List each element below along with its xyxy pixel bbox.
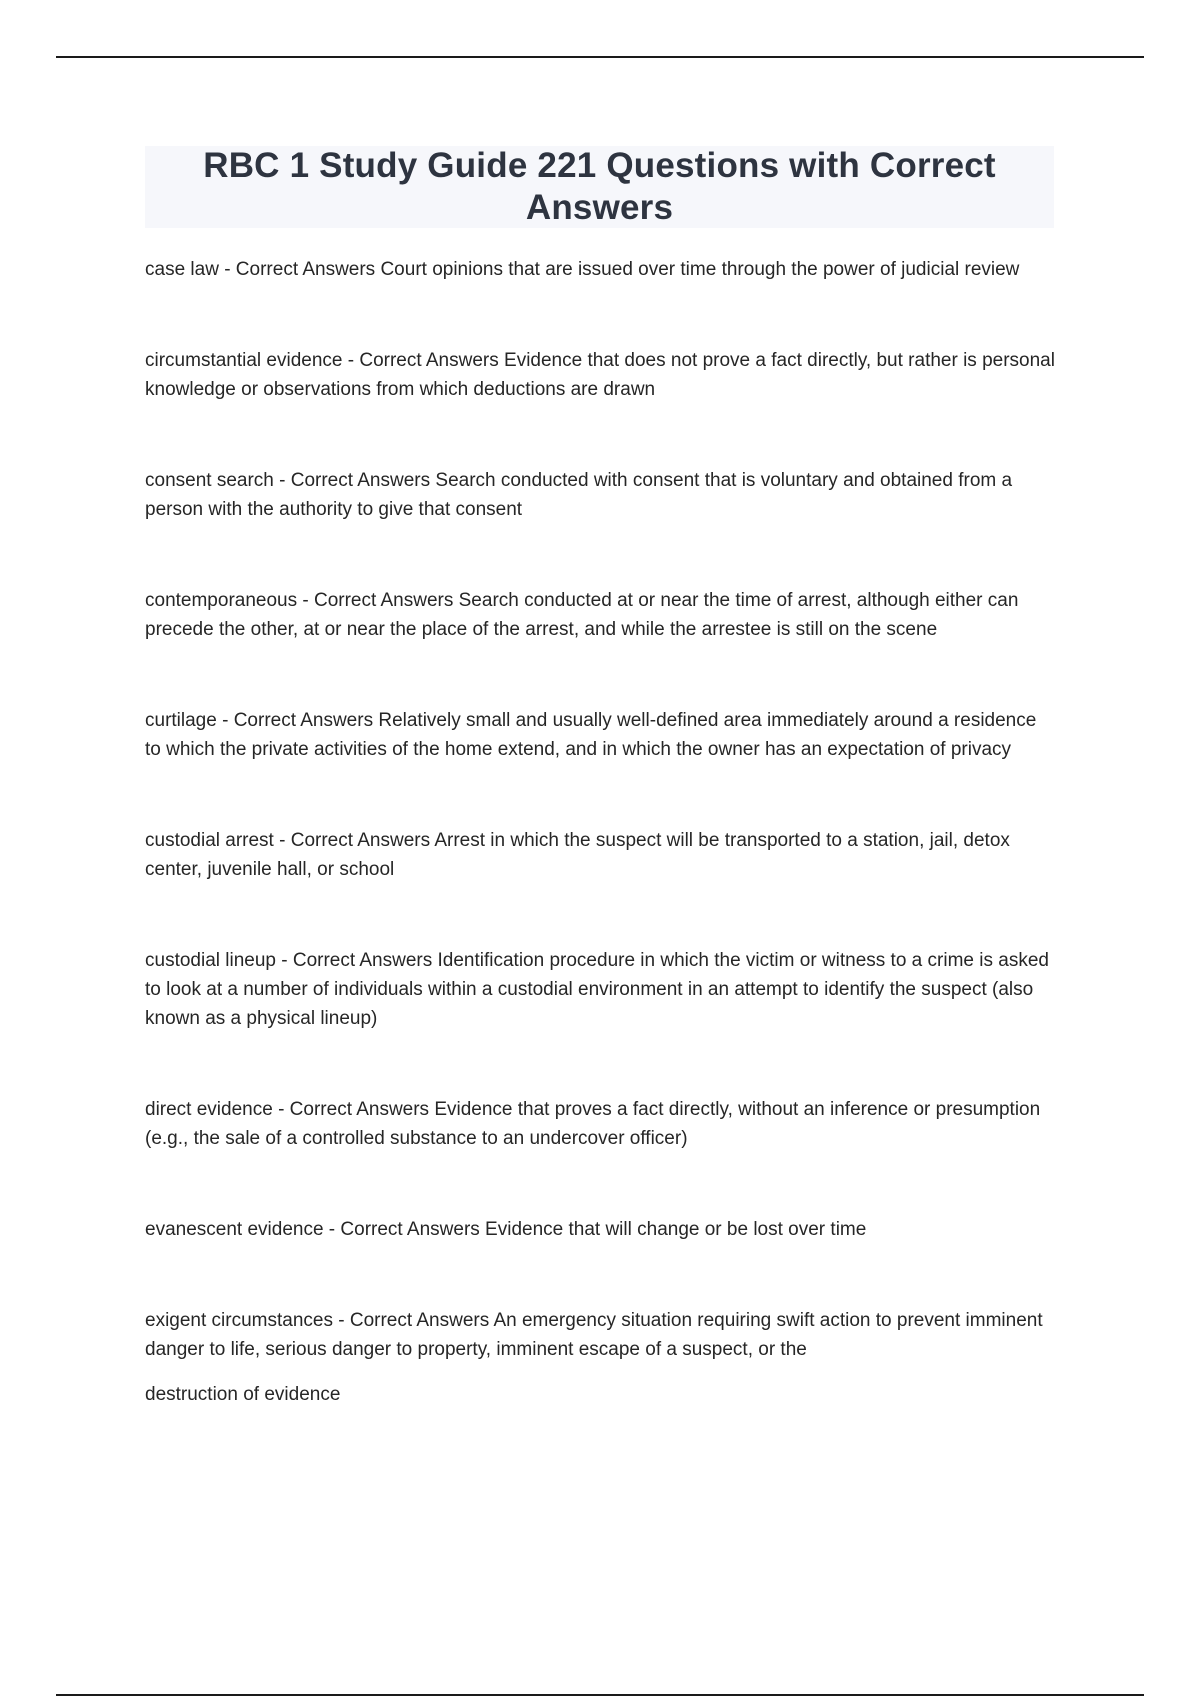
entry-custodial-arrest [145, 826, 1057, 884]
title-banner [145, 146, 1054, 228]
bottom-rule [56, 1694, 1144, 1696]
entry-text: evanescent evidence - Correct Answers Evidence that will change or be lost over time [145, 1219, 867, 1240]
entry-evanescent-evidence [145, 1215, 1057, 1244]
entry-text-continued: destruction of evidence [145, 1384, 341, 1405]
entry-consent-search [145, 466, 1057, 524]
entry-custodial-lineup [145, 946, 1057, 1033]
entry-text: direct evidence - Correct Answers Evidence that proves a fact directly, without an inference or presumption (e.g., the sale of a controlled substance to an undercover officer) [145, 1099, 1041, 1149]
entry-circumstantial-evidence [145, 346, 1057, 404]
document-title: RBC 1 Study Guide 221 Questions with Correct Answers [203, 146, 996, 227]
entry-text: contemporaneous - Correct Answers Search conducted at or near the time of arrest, although either can precede the other, at or near the place of the arrest, and while the arrestee is still on the scene [145, 590, 1019, 640]
entry-case-law [145, 255, 1057, 284]
entries-list [145, 255, 1057, 1471]
entry-text: exigent circumstances - Correct Answers An emergency situation requiring swift action to prevent imminent danger to life, serious danger to property, imminent escape of a suspect, or the [145, 1310, 1043, 1360]
entry-text: circumstantial evidence - Correct Answers Evidence that does not prove a fact directly, but rather is personal knowledge or observations from which deductions are drawn [145, 350, 1055, 400]
entry-text: custodial lineup - Correct Answers Identification procedure in which the victim or witness to a crime is asked to look at a number of individuals within a custodial environment in an attempt to identify the suspect (also known as a physical lineup) [145, 950, 1049, 1029]
entry-text: case law - Correct Answers Court opinions that are issued over time through the power of judicial review [145, 259, 1020, 280]
entry-direct-evidence [145, 1095, 1057, 1153]
entry-text: consent search - Correct Answers Search conducted with consent that is voluntary and obtained from a person with the authority to give that consent [145, 470, 1013, 520]
entry-curtilage [145, 706, 1057, 764]
entry-text: curtilage - Correct Answers Relatively small and usually well-defined area immediately around a residence to which the private activities of the home extend, and in which the owner has an expectation of privacy [145, 710, 1037, 760]
entry-contemporaneous [145, 586, 1057, 644]
top-rule [56, 56, 1144, 58]
entry-text: custodial arrest - Correct Answers Arrest in which the suspect will be transported to a station, jail, detox center, juvenile hall, or school [145, 830, 1010, 880]
entry-exigent-circumstances [145, 1306, 1057, 1409]
